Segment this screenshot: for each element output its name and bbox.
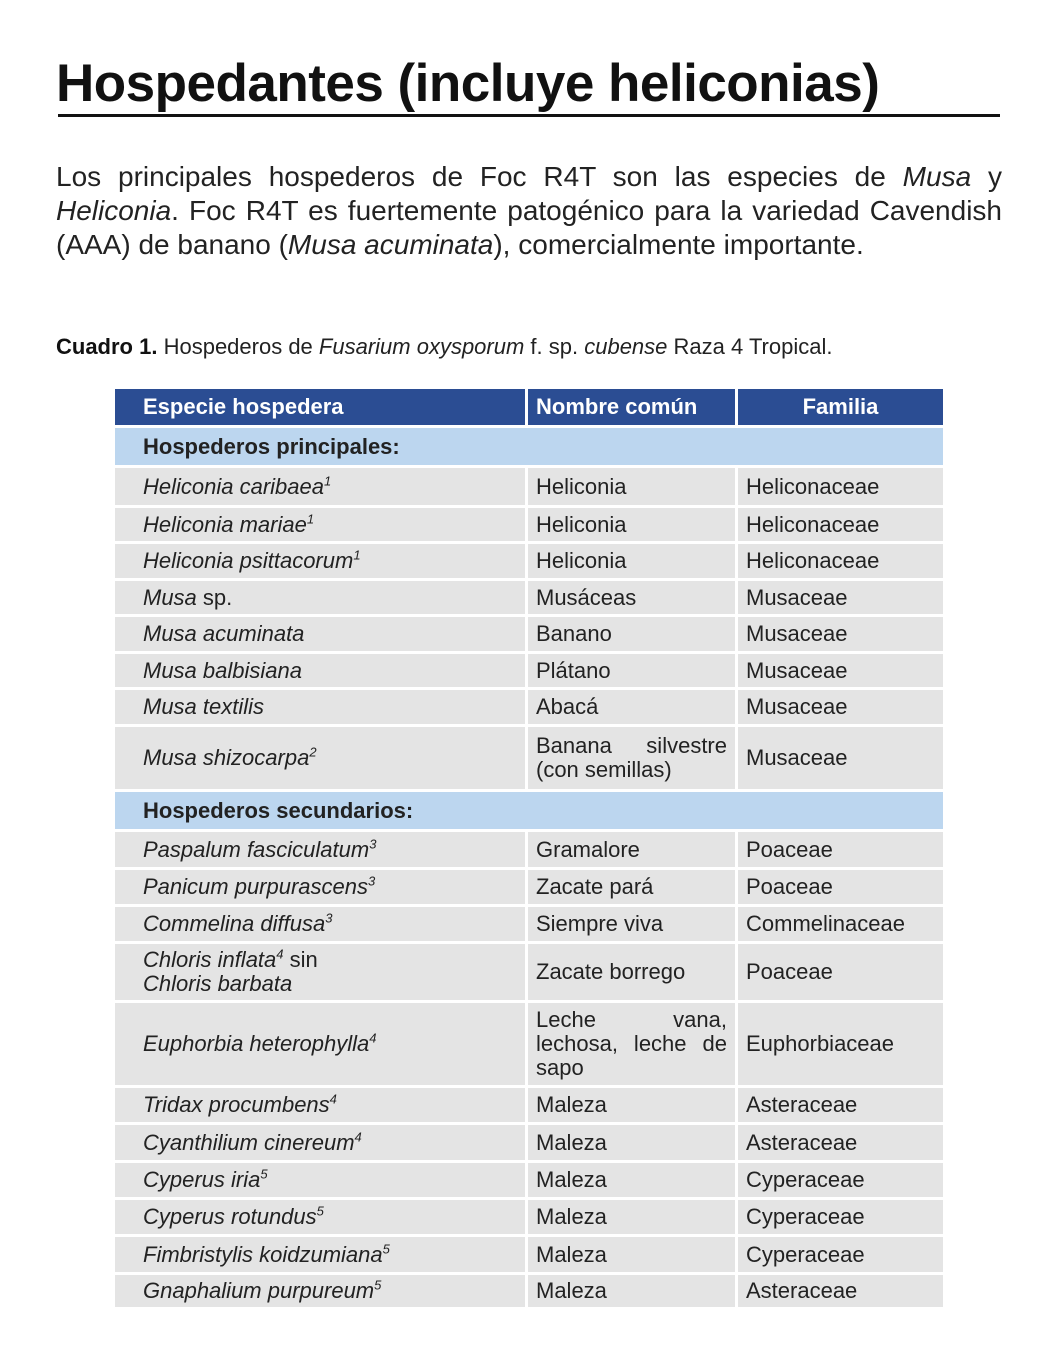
- family-cell: Musaceae: [738, 690, 943, 724]
- common-name-cell: Heliconia: [528, 468, 735, 505]
- table-row: [115, 654, 943, 687]
- species-cell: [115, 1200, 525, 1234]
- family-cell: Musaceae: [738, 581, 943, 614]
- species-cell: [115, 1163, 525, 1197]
- species-cell: [115, 1003, 525, 1085]
- caption-text-3: Raza 4 Tropical.: [667, 334, 833, 359]
- species-cell: [115, 1088, 525, 1122]
- common-name-cell: Banano: [528, 617, 735, 651]
- species-name: Fimbristylis koidzumiana: [143, 1241, 383, 1267]
- footnote-marker: 1: [306, 511, 315, 527]
- species-cell: [115, 944, 525, 1000]
- species-name: Cyperus iria: [143, 1167, 261, 1192]
- family-cell: Cyperaceae: [738, 1200, 943, 1234]
- family-cell: Heliconaceae: [738, 508, 943, 541]
- species-cell: [115, 581, 525, 614]
- footnote-marker: 5: [316, 1203, 324, 1219]
- species-name: Cyanthilium cinereum: [143, 1129, 355, 1155]
- footnote-marker: 3: [325, 910, 333, 926]
- table-row: [115, 1275, 943, 1307]
- species-cell: [115, 727, 525, 789]
- group-row-principal: [115, 428, 943, 465]
- footnote-marker: 4: [276, 946, 284, 962]
- common-name-cell: Maleza: [528, 1125, 735, 1160]
- common-name-cell: Maleza: [528, 1200, 735, 1234]
- caption-text-1: Hospederos de: [157, 334, 319, 359]
- footnote-marker: 4: [329, 1091, 337, 1107]
- footnote-marker: 5: [382, 1241, 390, 1257]
- table-row: [115, 870, 943, 904]
- caption-italic-fusarium: Fusarium oxysporum: [318, 334, 525, 359]
- species-name: Heliconia psittacorum: [143, 548, 354, 573]
- species-name: Musa balbisiana: [143, 657, 302, 683]
- species-name: Musa shizocarpa: [143, 745, 310, 770]
- common-name-cell: Gramalore: [528, 832, 735, 867]
- family-cell: Asteraceae: [738, 1088, 943, 1122]
- caption-italic-cubense: cubense: [584, 334, 668, 359]
- table-header-row: [115, 389, 943, 425]
- species-name: Musa: [143, 584, 197, 610]
- footnote-marker: 4: [354, 1129, 362, 1145]
- table-row: [115, 581, 943, 614]
- table-row: [115, 1237, 943, 1272]
- intro-italic-heliconia: Heliconia: [56, 195, 172, 226]
- family-cell: Poaceae: [738, 944, 943, 1000]
- caption-text-2: f. sp.: [524, 334, 585, 359]
- footnote-marker: 4: [369, 1030, 377, 1046]
- species-cell: [115, 870, 525, 904]
- intro-text-3: . Foc R4T es fuertemente patogénico para la variedad Cavendish (AAA) de banano (: [56, 195, 1002, 260]
- table-row: [115, 508, 943, 541]
- caption-label: Cuadro 1.: [56, 334, 158, 359]
- species-cell: [115, 544, 525, 578]
- common-name-cell: Maleza: [528, 1275, 735, 1307]
- footnote-marker: 3: [368, 873, 376, 889]
- family-cell: Cyperaceae: [738, 1163, 943, 1197]
- species-name: Heliconia mariae: [143, 511, 307, 537]
- group-row-secondary: [115, 792, 943, 829]
- species-cell: [115, 907, 525, 941]
- column-header-family: Familia: [738, 389, 943, 425]
- common-name-cell: Siempre viva: [528, 907, 735, 941]
- table-row: [115, 1200, 943, 1234]
- species-name: Commelina diffusa: [143, 911, 326, 936]
- species-cell: [115, 832, 525, 867]
- footnote-marker: 1: [353, 547, 361, 563]
- table-row: [115, 544, 943, 578]
- family-cell: Asteraceae: [738, 1275, 943, 1307]
- footnote-marker: 5: [374, 1277, 382, 1293]
- column-header-species: Especie hospedera: [115, 389, 525, 425]
- table-row: [115, 907, 943, 941]
- common-name-cell: Maleza: [528, 1237, 735, 1272]
- common-name-cell: Heliconia: [528, 508, 735, 541]
- footnote-marker: 5: [260, 1166, 268, 1182]
- page-title: Hospedantes (incluye heliconias): [56, 54, 880, 113]
- table-row: [115, 727, 943, 789]
- table-body: [115, 428, 943, 1307]
- common-name-cell: Zacate pará: [528, 870, 735, 904]
- common-name-cell: Abacá: [528, 690, 735, 724]
- species-name: Panicum purpurascens: [143, 874, 369, 899]
- common-name-cell: Musáceas: [528, 581, 735, 614]
- table-row: [115, 1003, 943, 1085]
- species-cell: [115, 617, 525, 651]
- species-name: Cyperus rotundus: [143, 1204, 317, 1229]
- species-name: Chloris inflata: [143, 947, 277, 972]
- table-row: [115, 944, 943, 1000]
- species-cell: [115, 1237, 525, 1272]
- table-row: [115, 832, 943, 867]
- family-cell: Musaceae: [738, 617, 943, 651]
- common-name-cell: Zacate borrego: [528, 944, 735, 1000]
- table-row: [115, 468, 943, 505]
- species-name: Musa acuminata: [143, 621, 305, 646]
- species-suffix: sp.: [196, 584, 233, 610]
- group-label-secondary: Hospederos secundarios:: [115, 792, 943, 829]
- common-name-cell: Banana silvestre (con semillas): [528, 727, 735, 789]
- intro-text-2: y: [971, 161, 1002, 192]
- title-underline: [58, 114, 1000, 117]
- intro-italic-musa-acuminata: Musa acuminata: [287, 229, 494, 260]
- species-cell: [115, 1125, 525, 1160]
- species-cell: [115, 654, 525, 687]
- intro-paragraph: [56, 160, 1002, 262]
- family-cell: Heliconaceae: [738, 544, 943, 578]
- family-cell: Euphorbiaceae: [738, 1003, 943, 1085]
- family-cell: Asteraceae: [738, 1125, 943, 1160]
- species-name: Euphorbia heterophylla: [143, 1031, 370, 1056]
- hosts-table: [112, 386, 946, 1310]
- species-name-alt: Chloris barbata: [143, 971, 293, 996]
- intro-text-4: ), comercialmente importante.: [493, 229, 864, 260]
- table-row: [115, 1088, 943, 1122]
- family-cell: Poaceae: [738, 870, 943, 904]
- species-connector: sin: [283, 947, 318, 972]
- species-cell: [115, 468, 525, 505]
- species-name: Tridax procumbens: [143, 1092, 330, 1117]
- common-name-cell: Heliconia: [528, 544, 735, 578]
- species-cell: [115, 690, 525, 724]
- species-name: Musa textilis: [143, 694, 265, 719]
- family-cell: Cyperaceae: [738, 1237, 943, 1272]
- table-caption: [56, 332, 1016, 362]
- table-row: [115, 1125, 943, 1160]
- family-cell: Musaceae: [738, 654, 943, 687]
- family-cell: Commelinaceae: [738, 907, 943, 941]
- species-cell: [115, 1275, 525, 1307]
- footnote-marker: 1: [324, 473, 332, 489]
- intro-text-1: Los principales hospederos de Foc R4T son las especies de: [56, 161, 903, 192]
- species-name: Gnaphalium purpureum: [143, 1278, 375, 1303]
- family-cell: Heliconaceae: [738, 468, 943, 505]
- intro-italic-musa: Musa: [902, 161, 972, 192]
- species-cell: [115, 508, 525, 541]
- table-row: [115, 617, 943, 651]
- group-label-principal: Hospederos principales:: [115, 428, 943, 465]
- species-name: Paspalum fasciculatum: [143, 836, 370, 862]
- common-name-cell: Plátano: [528, 654, 735, 687]
- species-name: Heliconia caribaea: [143, 473, 324, 499]
- common-name-cell: Maleza: [528, 1163, 735, 1197]
- table-row: [115, 690, 943, 724]
- footnote-marker: 3: [369, 836, 377, 852]
- common-name-cell: Leche vana, lechosa, leche de sapo: [528, 1003, 735, 1085]
- footnote-marker: 2: [309, 744, 317, 760]
- family-cell: Musaceae: [738, 727, 943, 789]
- common-name-cell: Maleza: [528, 1088, 735, 1122]
- table-row: [115, 1163, 943, 1197]
- family-cell: Poaceae: [738, 832, 943, 867]
- column-header-common-name: Nombre común: [528, 389, 735, 425]
